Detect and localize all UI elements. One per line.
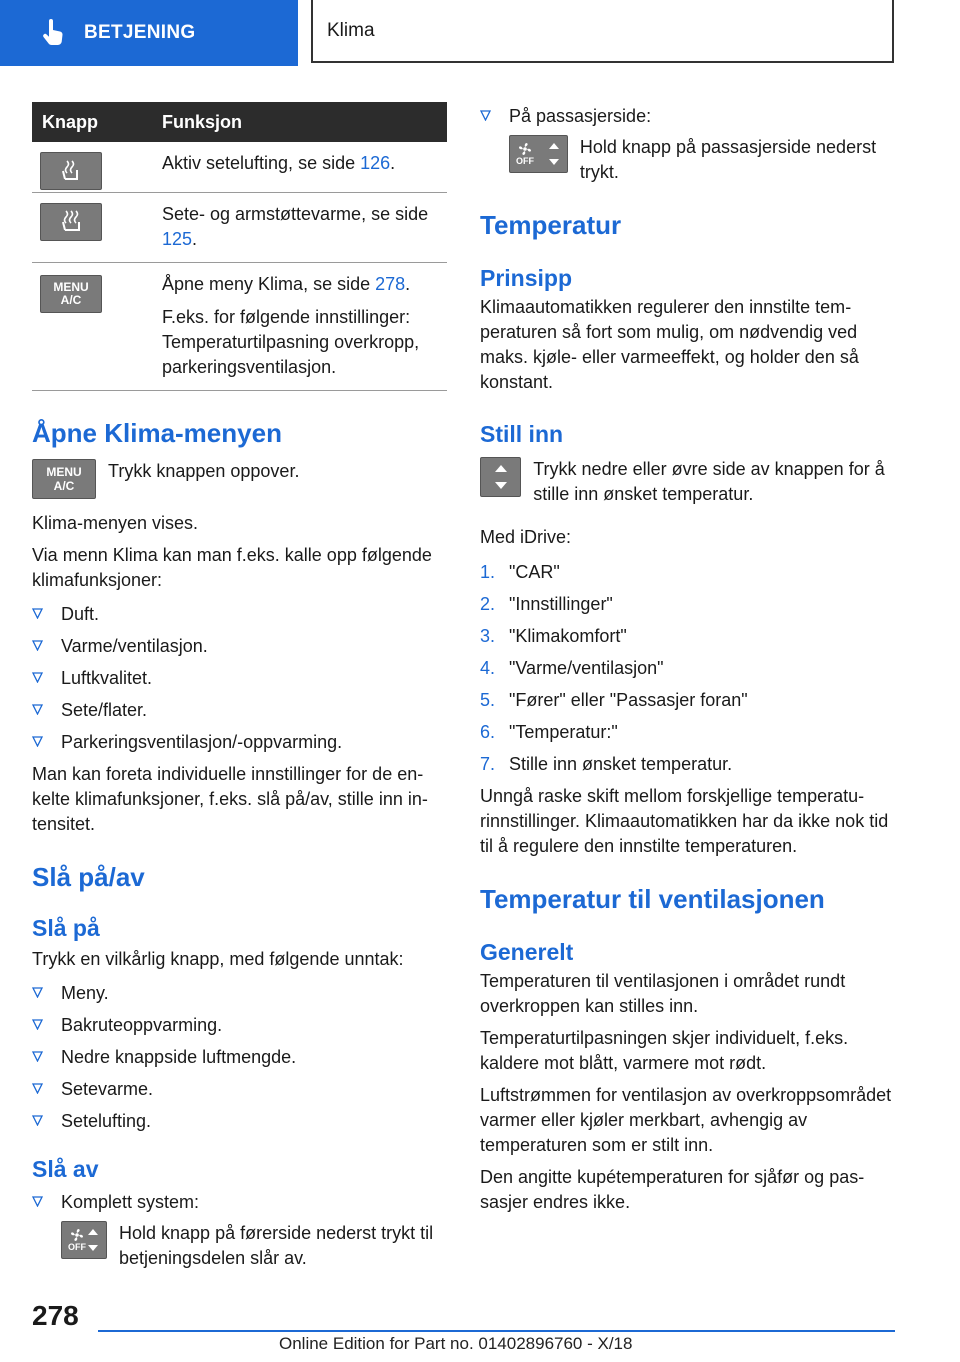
list-item: Varme/ventilasjon. <box>32 634 447 659</box>
list-item: Nedre knappside luftmengde. <box>32 1045 447 1070</box>
list-item: Luftkvalitet. <box>32 666 447 691</box>
menu-ac-button-icon: MENU A/C <box>32 459 96 499</box>
list-item: På passasjerside: <box>480 104 898 129</box>
table-row: Sete- og armstøttevarme, se side 125. <box>32 193 447 263</box>
edition-text: Online Edition for Part no. 01402896760 - X/18 <box>279 1334 633 1353</box>
heading-on-off: Slå på/av <box>32 862 145 892</box>
idrive-steps-list <box>480 560 898 777</box>
page-reference-link[interactable]: 278 <box>375 274 406 294</box>
column-header-knapp: Knapp <box>32 102 162 142</box>
topic-title-box <box>311 0 894 63</box>
list-item: 1. "CAR" <box>480 562 560 582</box>
table-row: MENU A/C Åpne meny Klima, se side 278. F.eks. for følgende innstillinger: Temperaturtilpasning overkropp, parkeringsventilasjon. <box>32 263 447 391</box>
heading-principle: Prinsipp <box>480 265 573 291</box>
heading-vent-temperature: Temperatur til ventilasjonen <box>480 884 825 914</box>
instruction-text: Trykk knappen oppover. <box>108 461 300 481</box>
list-item: Duft. <box>32 602 447 627</box>
page-reference-link[interactable]: 125 <box>162 229 193 249</box>
list-item: 3. "Klimakomfort" <box>480 626 627 646</box>
triangle-bullet-icon <box>32 640 43 651</box>
table-row: Aktiv setelufting, se side 126. <box>32 142 447 193</box>
triangle-bullet-icon <box>32 1019 43 1030</box>
triangle-bullet-icon <box>32 672 43 683</box>
table-header-row <box>32 102 447 142</box>
fan-off-button-icon: OFF <box>61 1221 107 1259</box>
button-function-table <box>32 102 447 391</box>
hand-pointer-icon <box>40 19 66 47</box>
fan-icon <box>69 1228 85 1242</box>
page-reference-link[interactable]: 126 <box>360 153 391 173</box>
triangle-bullet-icon <box>32 608 43 619</box>
section-tab[interactable] <box>0 0 298 66</box>
up-down-arrows-icon <box>493 462 509 492</box>
list-item: Sete/flater. <box>32 698 447 723</box>
triangle-bullet-icon <box>32 1196 43 1207</box>
seat-ventilation-icon <box>40 152 102 190</box>
list-item: Parkeringsventilasjon/-oppvarming. <box>32 730 447 755</box>
list-item: Bakruteoppvarming. <box>32 1013 447 1038</box>
page-header <box>0 0 960 66</box>
up-down-arrows-icon <box>547 141 561 167</box>
fan-icon <box>517 142 533 156</box>
section-on-off: Slå på/av Slå på Trykk en vilkårlig knapp, med følgende unntak: Meny. Bakruteoppvarming. Nedre knappside luftmengde. Setevarme. Setelufting. Slå av Komplett system: OFF Hold knapp på førerside nederst trykt til betjeningsdelen slår av. <box>32 861 447 1271</box>
list-item: 6. "Temperatur:" <box>480 722 618 742</box>
list-item: Setelufting. <box>32 1109 447 1134</box>
triangle-bullet-icon <box>32 1083 43 1094</box>
triangle-bullet-icon <box>480 110 491 121</box>
right-column: På passasjerside: OFF Hold knapp på passasjerside nederst trykt. Temperatur Prinsipp Klimaautomatikken regulerer den innstilte temperaturen så fort som mulig, om nødvendig ved maks. kjøle- eller varmeeffekt, og holder den så konstant. Still inn Trykk nedre eller øvre side av knappen for å stille inn ønsket temperatur. Med iDrive: 1. "CAR" 2. "Innstillinger" 3. "Klimakomfort" 4. "Varme/ventilasjon" 5. "Fører" eller "Passasjer foran" 6. "Temperatur:" 7. Stille inn ønsket temperatur. Unngå raske skift mellom forskjellige temperaturinnstillinger. Klimaautomatikken har da ikke nok tid til å regulere den innstilte temperaturen. Temperatur til ventilasjonen Generelt Temperaturen til ventilasjonen i området rundt overkroppen kan stilles inn. Temperaturtilpasningen skjer individuelt, f.eks. kaldere mot blått, varmere mot rødt. Luftstrømmen for ventilasjon av overkroppsområdet varmer eller kjøler merkbart, avhengig av temperaturen som er stilt inn. Den angitte kupétemperaturen for sjåfør og passasjer endres ikke. <box>480 102 898 1215</box>
list-item: Setevarme. <box>32 1077 447 1102</box>
row-extra-text: F.eks. for følgende innstillinger: Temperaturtilpasning overkropp, parkeringsventilasjon. <box>162 307 420 377</box>
up-down-arrows-icon <box>86 1227 100 1253</box>
triangle-bullet-icon <box>32 1115 43 1126</box>
topic-title: Klima <box>327 19 375 41</box>
list-item: Komplett system: <box>32 1190 447 1215</box>
heading-set: Still inn <box>480 421 564 447</box>
section-label: BETJENING <box>84 22 196 43</box>
triangle-bullet-icon <box>32 1051 43 1062</box>
fan-off-button-icon: OFF <box>509 135 568 173</box>
heading-temperature: Temperatur <box>480 210 622 240</box>
heading-open-menu: Åpne Klima-menyen <box>32 418 282 448</box>
triangle-bullet-icon <box>32 987 43 998</box>
list-item: 7. Stille inn ønsket temperatur. <box>480 754 733 774</box>
left-column <box>32 102 447 1271</box>
heading-off: Slå av <box>32 1156 99 1182</box>
column-header-funksjon: Funksjon <box>162 102 447 142</box>
triangle-bullet-icon <box>32 704 43 715</box>
list-item: Meny. <box>32 981 447 1006</box>
list-item: 2. "Innstillinger" <box>480 594 613 614</box>
climate-function-list <box>32 602 447 755</box>
list-item: 5. "Fører" eller "Passasjer foran" <box>480 690 748 710</box>
section-open-menu: Åpne Klima-menyen MENU A/C Trykk knappen oppover. Klima-menyen vises. Via menn Klima kan man f.eks. kalle opp følgende klimafunksjoner: Duft. Varme/ventilasjon. Luftkvalitet. Sete/flater. Parkeringsventilasjon/-oppvarming. Man kan foreta individuelle innstillinger for de enkelte klimafunksjoner, f.eks. slå på/av, stille inn intensitet. <box>32 417 447 837</box>
list-item: 4. "Varme/ventilasjon" <box>480 658 664 678</box>
triangle-bullet-icon <box>32 736 43 747</box>
heading-on: Slå på <box>32 915 100 941</box>
temperature-rocker-button-icon <box>480 457 521 497</box>
footer-divider <box>98 1330 895 1332</box>
page-number: 278 <box>32 1300 79 1331</box>
menu-ac-button-icon: MENU A/C <box>40 275 102 313</box>
heading-general: Generelt <box>480 939 574 965</box>
exception-list <box>32 981 447 1134</box>
seat-heating-icon <box>40 203 102 241</box>
